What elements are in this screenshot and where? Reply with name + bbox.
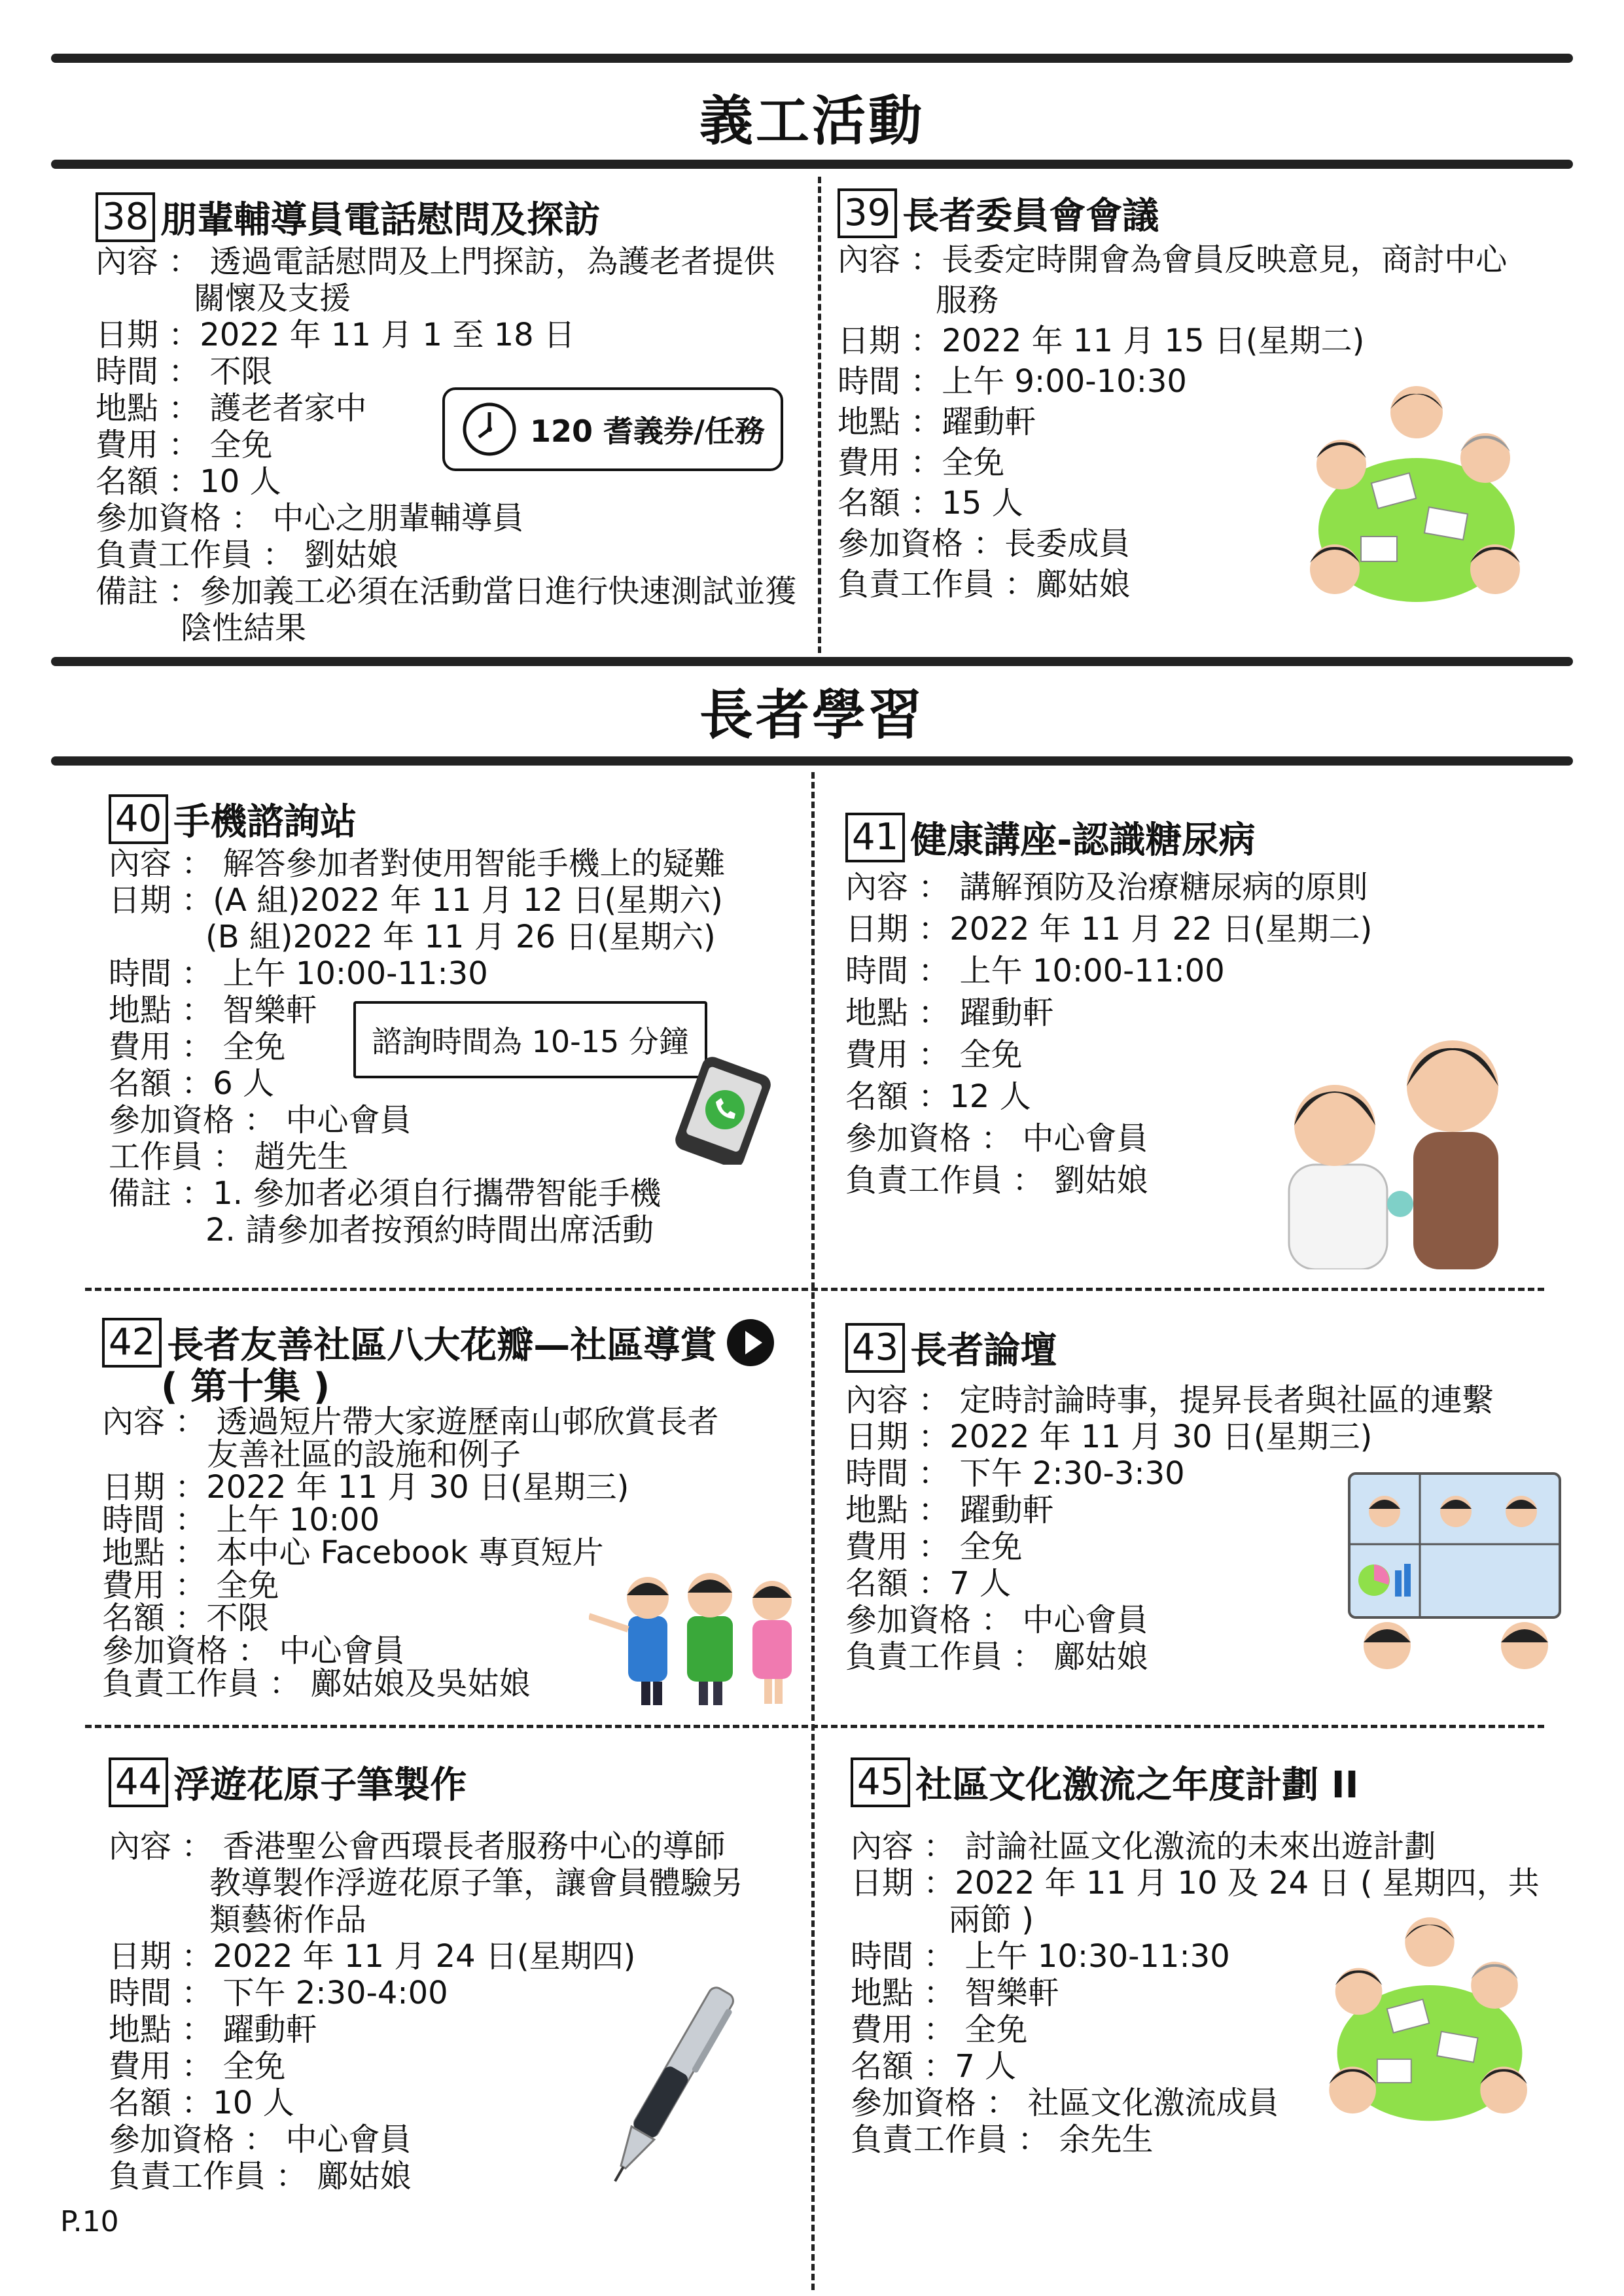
fee-line: 費用 ： 全免 [845, 1528, 1023, 1565]
card-heading [851, 1756, 1540, 1809]
horizontal-divider [85, 1288, 1544, 1291]
date-line: 日期 ：2022 年 11 月 15 日(星期二) [838, 323, 1365, 359]
eligibility-line: 參加資格 ： 社區文化激流成員 [851, 2085, 1279, 2121]
staff-line: 負責工作員 ： 余先生 [851, 2121, 1154, 2158]
pen-icon [589, 1969, 746, 2214]
card-heading [109, 793, 726, 845]
staff-line: 工作員 ： 趙先生 [109, 1139, 349, 1175]
quota-line: 名額 ：12 人 [845, 1078, 1031, 1115]
date-line: 日期 ：2022 年 11 月 24 日(星期四) [109, 1938, 636, 1975]
vertical-divider [811, 772, 815, 2290]
activity-title: 社區文化激流之年度計劃 II [915, 1764, 1359, 1807]
time-line: 時間 ： 上午 10:00-11:30 [109, 955, 488, 992]
staff-line: 負責工作員 ： 劉姑娘 [845, 1162, 1148, 1199]
time-line: 時間 ：上午 9:00-10:30 [838, 363, 1187, 400]
remark-line: 備註 ：參加義工必須在活動當日進行快速測試並獲 [96, 573, 797, 610]
time-line: 時間 ： 不限 [96, 353, 273, 390]
eligibility-line: 參加資格 ：長委成員 [838, 525, 1131, 562]
place-line: 地點 ： 躍動軒 [109, 2011, 317, 2048]
activity-title: 長者論壇 [910, 1330, 1057, 1372]
content-line: 友善社區的設施和例子 [207, 1436, 521, 1473]
card-heading [838, 187, 1507, 239]
page-number: P.10 [60, 2205, 119, 2238]
quota-line: 名額 ：6 人 [109, 1065, 275, 1102]
place-line: 地點 ： 躍動軒 [845, 1492, 1054, 1528]
phone-icon [667, 1053, 785, 1167]
time-line: 時間 ： 下午 2:30-4:00 [109, 1975, 448, 2011]
students-illustration [589, 1557, 811, 1710]
consult-time-text: 諮詢時間為 10-15 分鐘 [372, 1024, 689, 1059]
activity-title: 朋輩輔導員電話慰問及探訪 [160, 199, 601, 241]
voucher-badge-text: 120 耆義券/任務 [530, 414, 765, 449]
content-line: 類藝術作品 [209, 1901, 367, 1938]
quota-line: 名額 ：7 人 [851, 2048, 1017, 2085]
place-line: 地點 ：躍動軒 [838, 404, 1036, 440]
meeting-illustration [1322, 1911, 1538, 2149]
fee-line: 費用 ： 全免 [96, 427, 273, 463]
video-conference-illustration [1348, 1472, 1561, 1691]
card-heading [109, 1756, 743, 1809]
staff-line: 負責工作員 ： 鄺姑娘 [109, 2158, 412, 2195]
staff-line: 負責工作員 ：鄺姑娘 [838, 566, 1131, 603]
activity-number: 42 [102, 1318, 162, 1368]
top-divider-bar [51, 54, 1573, 63]
card-heading [845, 1322, 1494, 1374]
date-line: 兩節 ) [949, 1901, 1034, 1938]
volunteer-divider-bar [51, 160, 1573, 169]
content-line: 內容 ： 定時討論時事，提昇長者與社區的連繫 [845, 1382, 1494, 1419]
remark-line: 2. 請參加者按預約時間出席活動 [205, 1212, 654, 1248]
quota-line: 名額 ：不限 [102, 1600, 270, 1636]
time-line: 時間 ： 上午 10:00-11:00 [845, 953, 1225, 989]
play-icon [727, 1319, 774, 1366]
quota-line: 名額 ：15 人 [838, 485, 1023, 521]
fee-line: 費用 ： 全免 [109, 2048, 286, 2085]
fee-line: 費用 ： 全免 [851, 2011, 1028, 2048]
learning-top-divider-bar [51, 657, 1573, 666]
content-line: 內容 ： 香港聖公會西環長者服務中心的導師 [109, 1828, 726, 1865]
activity-number: 38 [96, 192, 155, 242]
staff-line: 負責工作員 ： 劉姑娘 [96, 537, 398, 573]
content-line: 教導製作浮遊花原子筆，讓會員體驗另 [209, 1865, 744, 1901]
doctor-patient-illustration [1269, 1021, 1511, 1272]
activity-number: 41 [845, 813, 905, 862]
activity-number: 40 [109, 794, 168, 844]
meeting-illustration [1302, 380, 1531, 631]
learning-divider-bar [51, 756, 1573, 766]
fee-line: 費用 ： 全免 [102, 1567, 279, 1604]
date-line: 日期 ：(A 組)2022 年 11 月 12 日(星期六) [109, 882, 723, 919]
activity-number: 44 [109, 1757, 168, 1807]
eligibility-line: 參加資格 ： 中心會員 [845, 1120, 1148, 1157]
card-heading [102, 1316, 774, 1369]
remark-line: 備註 ：1. 參加者必須自行攜帶智能手機 [109, 1175, 662, 1212]
section-title-learning: 長者學習 [699, 684, 925, 747]
clock-icon [461, 400, 518, 458]
consult-time-badge [353, 1001, 707, 1078]
section-title-volunteer: 義工活動 [699, 90, 925, 152]
staff-line: 負責工作員 ： 鄺姑娘及吳姑娘 [102, 1665, 531, 1702]
time-line: 時間 ： 上午 10:30-11:30 [851, 1938, 1230, 1975]
activity-title: 健康講座-認識糖尿病 [910, 819, 1256, 862]
content-line: 內容 ： 透過電話慰問及上門探訪，為護老者提供 [96, 243, 775, 280]
date-line: 日期 ：2022 年 11 月 30 日(星期三) [102, 1469, 629, 1506]
card-heading [96, 191, 796, 243]
eligibility-line: 參加資格 ： 中心會員 [109, 2121, 412, 2158]
remark-line: 陰性結果 [181, 610, 307, 646]
activity-number: 45 [851, 1757, 910, 1807]
quota-line: 名額 ：7 人 [845, 1565, 1012, 1602]
eligibility-line: 參加資格 ： 中心之朋輩輔導員 [96, 500, 524, 537]
date-line: 日期 ：2022 年 11 月 22 日(星期二) [845, 911, 1373, 947]
content-line: 內容 ：長委定時開會為會員反映意見，商討中心 [838, 241, 1508, 278]
date-line: 日期 ：2022 年 11 月 10 及 24 日 ( 星期四，共 [851, 1865, 1540, 1901]
place-line: 地點 ： 智樂軒 [851, 1975, 1059, 2011]
fee-line: 費用 ： 全免 [845, 1036, 1023, 1073]
content-line: 內容 ： 透過短片帶大家遊歷南山邨欣賞長者 [102, 1404, 719, 1440]
activity-title: 長者委員會會議 [902, 195, 1159, 238]
fee-line: 費用 ：全免 [838, 444, 1005, 481]
content-line: 關懷及支援 [194, 280, 351, 317]
content-line: 服務 [936, 282, 999, 319]
eligibility-line: 參加資格 ： 中心會員 [845, 1602, 1148, 1638]
place-line: 地點 ： 智樂軒 [109, 992, 317, 1029]
content-line: 內容 ： 講解預防及治療糖尿病的原則 [845, 869, 1368, 906]
voucher-badge [442, 387, 783, 471]
activity-number: 43 [845, 1323, 905, 1373]
eligibility-line: 參加資格 ： 中心會員 [109, 1102, 412, 1139]
time-line: 時間 ： 上午 10:00 [102, 1502, 380, 1538]
vertical-divider [818, 177, 821, 653]
place-line: 地點 ： 本中心 Facebook 專頁短片 [102, 1534, 604, 1571]
content-line: 內容 ： 討論社區文化激流的未來出遊計劃 [851, 1828, 1436, 1865]
staff-line: 負責工作員 ： 鄺姑娘 [845, 1638, 1148, 1675]
quota-line: 名額 ：10 人 [109, 2085, 294, 2121]
time-line: 時間 ： 下午 2:30-3:30 [845, 1455, 1185, 1492]
eligibility-line: 參加資格 ： 中心會員 [102, 1633, 405, 1669]
content-line: 內容 ： 解答參加者對使用智能手機上的疑難 [109, 845, 726, 882]
activity-title-continued: ( 第十集 ) [161, 1366, 330, 1408]
quota-line: 名額 ：10 人 [96, 463, 281, 500]
date-line: (B 組)2022 年 11 月 26 日(星期六) [205, 919, 716, 955]
fee-line: 費用 ： 全免 [109, 1029, 286, 1065]
place-line: 地點 ： 躍動軒 [845, 995, 1054, 1031]
place-line: 地點 ： 護老者家中 [96, 390, 367, 427]
activity-title: 手機諮詢站 [173, 801, 357, 843]
activity-title: 浮遊花原子筆製作 [173, 1764, 467, 1807]
date-line: 日期 ：2022 年 11 月 30 日(星期三) [845, 1419, 1373, 1455]
activity-number: 39 [838, 188, 897, 238]
horizontal-divider [85, 1725, 1544, 1728]
card-heading [845, 811, 1372, 864]
date-line: 日期 ：2022 年 11 月 1 至 18 日 [96, 317, 575, 353]
activity-title: 長者友善社區八大花瓣—社區導賞 [167, 1324, 717, 1367]
